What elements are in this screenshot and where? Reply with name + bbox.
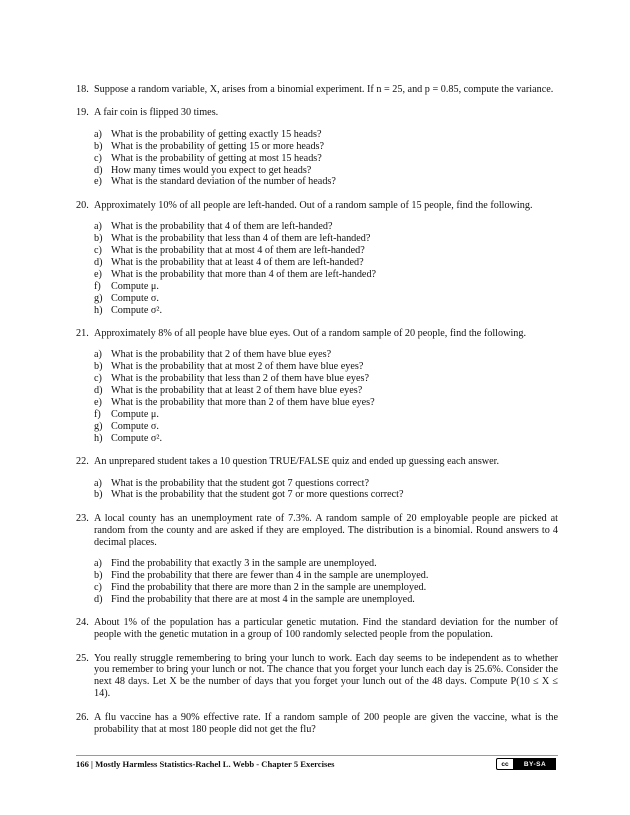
part-label: a) — [94, 349, 102, 361]
exercise-text: A flu vaccine has a 90% effective rate. If a random sample of 200 people are given the vaccine, what is the probability that at most 180 people did not get the flu? — [94, 711, 558, 735]
part-label: h) — [94, 304, 103, 316]
exercise-part — [94, 176, 558, 188]
exercise-part — [94, 257, 558, 269]
part-text: What is the probability that the student got 7 or more questions correct? — [111, 489, 404, 501]
part-text: Compute σ². — [111, 432, 162, 444]
exercise-part — [94, 305, 558, 317]
cc-license-badge — [496, 758, 556, 770]
exercise-text: Approximately 10% of all people are left-handed. Out of a random sample of 15 people, find the following. — [94, 199, 533, 211]
part-text: Compute σ. — [111, 292, 159, 304]
part-label: h) — [94, 432, 103, 444]
part-label: b) — [94, 489, 103, 501]
cc-icon: cc — [496, 758, 514, 770]
part-text: What is the probability of getting at most 15 heads? — [111, 152, 322, 164]
part-text: How many times would you expect to get heads? — [111, 164, 312, 176]
part-label: a) — [94, 477, 102, 489]
part-text: What is the probability that less than 4 of them are left-handed? — [111, 233, 371, 245]
exercise-part — [94, 165, 558, 177]
exercise-number: 19. — [76, 107, 89, 119]
exercise-part — [94, 489, 558, 501]
exercise-stem — [76, 617, 558, 641]
exercise-text: Approximately 8% of all people have blue eyes. Out of a random sample of 20 people, find the following. — [94, 328, 527, 339]
exercise-item — [76, 712, 558, 736]
part-text: Find the probability that there are at most 4 in the sample are unemployed. — [111, 593, 415, 605]
part-label: f) — [94, 408, 101, 420]
exercise-part — [94, 361, 558, 373]
part-label: c) — [94, 152, 102, 164]
part-label: e) — [94, 268, 102, 280]
part-text: Compute σ. — [111, 420, 159, 432]
page-footer — [76, 755, 558, 769]
exercise-number: 25. — [76, 652, 89, 664]
part-text: Compute μ. — [111, 408, 159, 420]
part-label: d) — [94, 164, 103, 176]
exercise-part — [94, 385, 558, 397]
part-text: Compute σ². — [111, 304, 162, 316]
exercise-stem — [76, 653, 558, 701]
part-label: g) — [94, 292, 103, 304]
exercise-part — [94, 293, 558, 305]
part-text: What is the probability that less than 2 of them have blue eyes? — [111, 373, 370, 385]
part-text: Find the probability that exactly 3 in the sample are unemployed. — [111, 558, 377, 570]
exercise-part — [94, 409, 558, 421]
exercise-item — [76, 513, 558, 606]
part-text: What is the probability that more than 2 of them have blue eyes? — [111, 397, 375, 409]
exercise-list — [76, 84, 558, 747]
part-label: b) — [94, 233, 103, 245]
exercise-stem — [76, 200, 558, 212]
exercise-part — [94, 558, 558, 570]
part-text: What is the probability that the student got 7 questions correct? — [111, 477, 370, 489]
exercise-stem — [76, 513, 558, 549]
exercise-parts — [76, 129, 558, 189]
exercise-part — [94, 233, 558, 245]
exercise-number: 21. — [76, 328, 89, 339]
exercise-parts — [76, 478, 558, 502]
exercise-part — [94, 582, 558, 594]
exercise-parts — [76, 221, 558, 316]
exercise-text: You really struggle remembering to bring your lunch to work. Each day seems to be independent as to whether you remember to bring your lunch or not. The chance that you forget your lunch each day is 25.6%. Consider the next 48 days. Let X be the number of days that you forget your lunch out of the 48 days. Compute P(10 ≤ X ≤ 14). — [94, 652, 558, 700]
exercise-number: 23. — [76, 512, 89, 524]
footer-text: 166 | Mostly Harmless Statistics-Rachel L. Webb - Chapter 5 Exercises — [76, 759, 335, 769]
exercise-parts — [76, 349, 558, 444]
license-label: BY-SA — [514, 758, 556, 770]
part-label: c) — [94, 245, 102, 257]
exercise-part — [94, 281, 558, 293]
part-text: What is the standard deviation of the number of heads? — [111, 176, 336, 188]
exercise-part — [94, 129, 558, 141]
exercise-part — [94, 141, 558, 153]
exercise-part — [94, 221, 558, 233]
exercise-number: 24. — [76, 617, 89, 629]
exercise-stem — [76, 712, 558, 736]
exercise-stem — [76, 84, 558, 96]
part-label: d) — [94, 385, 103, 397]
exercise-item — [76, 328, 558, 445]
exercise-number: 20. — [76, 199, 89, 211]
exercise-part — [94, 433, 558, 445]
part-label: c) — [94, 581, 102, 593]
exercise-text: A fair coin is flipped 30 times. — [94, 107, 219, 119]
part-text: What is the probability that at most 4 of them are left-handed? — [111, 245, 365, 257]
part-text: Find the probability that there are more than 2 in the sample are unemployed. — [111, 581, 427, 593]
part-label: e) — [94, 176, 102, 188]
exercise-parts — [76, 558, 558, 606]
exercise-part — [94, 421, 558, 433]
exercise-item — [76, 107, 558, 188]
part-label: b) — [94, 570, 103, 581]
part-text: What is the probability that at most 2 of them have blue eyes? — [111, 361, 364, 373]
part-text: What is the probability that at least 4 of them are left-handed? — [111, 256, 364, 268]
exercise-item — [76, 653, 558, 701]
part-text: What is the probability of getting exactly 15 heads? — [111, 128, 322, 140]
exercise-part — [94, 594, 558, 606]
exercise-part — [94, 373, 558, 385]
exercise-part — [94, 397, 558, 409]
exercise-item — [76, 200, 558, 317]
exercise-stem — [76, 328, 558, 340]
part-text: Find the probability that there are fewer than 4 in the sample are unemployed. — [111, 570, 429, 581]
part-label: a) — [94, 128, 102, 140]
exercise-stem — [76, 456, 558, 468]
part-label: g) — [94, 420, 103, 432]
exercise-part — [94, 570, 558, 582]
part-label: b) — [94, 361, 103, 373]
exercise-part — [94, 478, 558, 490]
exercise-number: 22. — [76, 456, 89, 468]
exercise-text: About 1% of the population has a particular genetic mutation. Find the standard deviation for the number of people with the genetic mutation in a group of 100 randomly selected people from the population. — [94, 617, 558, 641]
part-label: d) — [94, 593, 103, 605]
exercise-part — [94, 245, 558, 257]
part-text: What is the probability that 4 of them are left-handed? — [111, 221, 333, 233]
part-text: What is the probability of getting 15 or more heads? — [111, 140, 325, 152]
exercise-text: An unprepared student takes a 10 question TRUE/FALSE quiz and ended up guessing each answer. — [94, 456, 500, 468]
part-text: What is the probability that 2 of them have blue eyes? — [111, 349, 332, 361]
part-label: f) — [94, 280, 101, 292]
exercise-text: Suppose a random variable, X, arises from a binomial experiment. If n = 25, and p = 0.85, compute the variance. — [94, 84, 554, 95]
part-label: c) — [94, 373, 102, 385]
exercise-item — [76, 456, 558, 501]
part-text: What is the probability that more than 4 of them are left-handed? — [111, 268, 377, 280]
part-label: d) — [94, 256, 103, 268]
part-text: Compute μ. — [111, 280, 159, 292]
exercise-text: A local county has an unemployment rate of 7.3%. A random sample of 20 employable people are picked at random from the county and are asked if they are employed. The distribution is a binomial. Round answers to 4 decimal places. — [94, 512, 558, 548]
exercise-part — [94, 269, 558, 281]
exercise-item — [76, 84, 558, 96]
part-label: a) — [94, 558, 102, 570]
exercise-item — [76, 617, 558, 641]
exercise-part — [94, 349, 558, 361]
part-label: e) — [94, 397, 102, 409]
exercise-number: 26. — [76, 711, 89, 723]
part-label: b) — [94, 140, 103, 152]
part-text: What is the probability that at least 2 of them have blue eyes? — [111, 385, 363, 397]
exercise-number: 18. — [76, 84, 89, 95]
exercise-stem — [76, 107, 558, 119]
exercise-part — [94, 153, 558, 165]
part-label: a) — [94, 221, 102, 233]
